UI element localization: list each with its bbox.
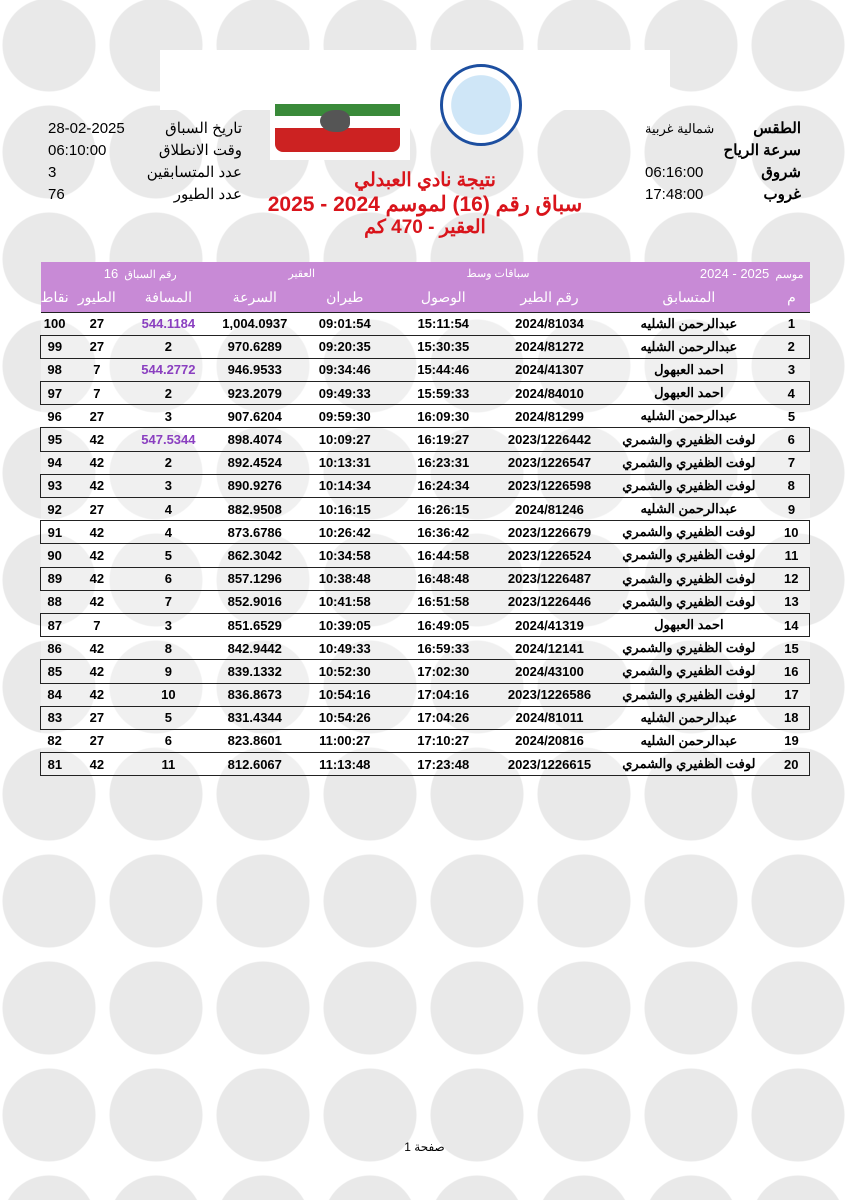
- kuwait-pigeon-club-logo: [275, 72, 400, 152]
- season-label: موسم: [775, 268, 804, 281]
- cell-points: 90: [41, 544, 69, 567]
- table-row: [41, 335, 810, 358]
- cell-birds: 42: [69, 544, 125, 567]
- cell-flight-time: 10:13:31: [298, 451, 392, 474]
- cell-distance: 11: [125, 753, 212, 776]
- cell-arrival: 16:51:58: [392, 590, 495, 613]
- table-row: [41, 451, 810, 474]
- cell-points: 82: [41, 729, 69, 752]
- table-row: [41, 706, 810, 729]
- table-row: [41, 521, 810, 544]
- cell-points: 92: [41, 498, 69, 521]
- race-date-label: تاريخ السباق: [165, 120, 242, 137]
- cell-ring-number: 2023/1226615: [495, 753, 604, 776]
- cell-ring-number: 2023/1226598: [495, 474, 604, 497]
- cell-distance: 547.5344: [125, 428, 212, 451]
- weather-info: [645, 118, 801, 206]
- cell-points: 91: [41, 521, 69, 544]
- cell-flight-time: 10:41:58: [298, 590, 392, 613]
- cell-rank: 5: [774, 405, 810, 428]
- cell-ring-number: 2024/20816: [495, 729, 604, 752]
- cell-arrival: 15:44:46: [392, 358, 495, 381]
- birds: 76: [48, 186, 65, 203]
- title-club: نتيجة نادي العبدلي: [354, 170, 496, 191]
- cell-fancier: لوفت الظفيري والشمري: [604, 590, 773, 613]
- cell-speed: 862.3042: [212, 544, 298, 567]
- cell-rank: 6: [774, 428, 810, 451]
- federation-logo: [440, 64, 522, 146]
- cell-birds: 42: [69, 683, 125, 706]
- sunrise-label: شروق: [761, 164, 801, 181]
- cell-birds: 27: [69, 706, 125, 729]
- cell-distance: 2: [125, 382, 212, 405]
- cell-points: 97: [41, 382, 69, 405]
- cell-fancier: لوفت الظفيري والشمري: [604, 567, 773, 590]
- sunrise: 06:16:00: [645, 164, 704, 181]
- results-table: [40, 262, 810, 776]
- cell-birds: 27: [69, 729, 125, 752]
- cell-flight-time: 10:52:30: [298, 660, 392, 683]
- cell-fancier: عبدالرحمن الشليه: [604, 312, 773, 335]
- cell-arrival: 16:59:33: [392, 637, 495, 660]
- title-location: العقير - 470 كم: [364, 217, 486, 238]
- cell-rank: 15: [774, 637, 810, 660]
- cell-points: 96: [41, 405, 69, 428]
- table-row: [41, 405, 810, 428]
- table-row: [41, 753, 810, 776]
- cell-ring-number: 2024/41319: [495, 613, 604, 636]
- weather: شمالية غربية: [645, 121, 715, 136]
- cell-points: 95: [41, 428, 69, 451]
- race-info: [48, 118, 242, 206]
- table-row: [41, 544, 810, 567]
- cell-speed: 873.6786: [212, 521, 298, 544]
- cell-rank: 13: [774, 590, 810, 613]
- cell-fancier: عبدالرحمن الشليه: [604, 706, 773, 729]
- cell-flight-time: 10:49:33: [298, 637, 392, 660]
- cell-points: 93: [41, 474, 69, 497]
- wind-label: سرعة الرياح: [723, 142, 801, 159]
- table-row: [41, 683, 810, 706]
- cell-flight-time: 11:00:27: [298, 729, 392, 752]
- cell-distance: 2: [125, 335, 212, 358]
- cell-points: 84: [41, 683, 69, 706]
- cell-arrival: 16:48:48: [392, 567, 495, 590]
- cell-birds: 42: [69, 660, 125, 683]
- cell-rank: 19: [774, 729, 810, 752]
- cell-points: 87: [41, 613, 69, 636]
- season: 2025 - 2024: [699, 265, 770, 281]
- cell-ring-number: 2024/81299: [495, 405, 604, 428]
- table-row: [41, 590, 810, 613]
- col-fancier: المتسابق: [604, 284, 773, 312]
- race-date: 28-02-2025: [48, 120, 125, 137]
- cell-arrival: 16:36:42: [392, 521, 495, 544]
- cell-distance: 544.1184: [125, 312, 212, 335]
- cell-points: 98: [41, 358, 69, 381]
- col-arrival: الوصول: [392, 284, 495, 312]
- cell-birds: 42: [69, 637, 125, 660]
- cell-points: 94: [41, 451, 69, 474]
- cell-fancier: عبدالرحمن الشليه: [604, 405, 773, 428]
- table-row: [41, 358, 810, 381]
- cell-rank: 12: [774, 567, 810, 590]
- cell-fancier: احمد العبهول: [604, 382, 773, 405]
- cell-arrival: 15:59:33: [392, 382, 495, 405]
- cell-rank: 8: [774, 474, 810, 497]
- cell-points: 86: [41, 637, 69, 660]
- cell-birds: 42: [69, 567, 125, 590]
- cell-speed: 839.1332: [212, 660, 298, 683]
- cell-distance: 2: [125, 451, 212, 474]
- cell-distance: 3: [125, 405, 212, 428]
- cell-birds: 42: [69, 521, 125, 544]
- cell-arrival: 17:04:26: [392, 706, 495, 729]
- cell-birds: 42: [69, 428, 125, 451]
- pigeon-icon: [320, 110, 350, 132]
- cell-birds: 7: [69, 382, 125, 405]
- cell-flight-time: 10:34:58: [298, 544, 392, 567]
- cell-arrival: 15:30:35: [392, 335, 495, 358]
- start-time-label: وقت الانطلاق: [158, 142, 242, 159]
- cell-fancier: لوفت الظفيري والشمري: [604, 521, 773, 544]
- cell-speed: 892.4524: [212, 451, 298, 474]
- table-row: [41, 660, 810, 683]
- cell-flight-time: 11:13:48: [298, 753, 392, 776]
- cell-fancier: لوفت الظفيري والشمري: [604, 683, 773, 706]
- table-row: [41, 729, 810, 752]
- cell-points: 99: [41, 335, 69, 358]
- cell-fancier: لوفت الظفيري والشمري: [604, 428, 773, 451]
- table-row: [41, 382, 810, 405]
- report-title: [250, 170, 600, 239]
- cell-distance: 8: [125, 637, 212, 660]
- col-ring-number: رقم الطير: [495, 284, 604, 312]
- sunset-label: غروب: [763, 186, 801, 203]
- cell-rank: 11: [774, 544, 810, 567]
- cell-points: 85: [41, 660, 69, 683]
- cell-ring-number: 2024/43100: [495, 660, 604, 683]
- cell-flight-time: 10:54:26: [298, 706, 392, 729]
- cell-ring-number: 2023/1226524: [495, 544, 604, 567]
- cell-speed: 946.9533: [212, 358, 298, 381]
- cell-ring-number: 2023/1226442: [495, 428, 604, 451]
- birds-label: عدد الطيور: [173, 186, 242, 203]
- cell-arrival: 16:23:31: [392, 451, 495, 474]
- cell-fancier: لوفت الظفيري والشمري: [604, 753, 773, 776]
- cell-distance: 3: [125, 474, 212, 497]
- cell-rank: 4: [774, 382, 810, 405]
- cell-points: 88: [41, 590, 69, 613]
- cell-birds: 27: [69, 335, 125, 358]
- cell-rank: 7: [774, 451, 810, 474]
- cell-distance: 5: [125, 544, 212, 567]
- cell-fancier: عبدالرحمن الشليه: [604, 498, 773, 521]
- cell-arrival: 16:26:15: [392, 498, 495, 521]
- cell-points: 100: [41, 312, 69, 335]
- cell-ring-number: 2024/81246: [495, 498, 604, 521]
- cell-ring-number: 2023/1226586: [495, 683, 604, 706]
- cell-arrival: 16:19:27: [392, 428, 495, 451]
- col-rank: م: [774, 284, 810, 312]
- cell-ring-number: 2024/81011: [495, 706, 604, 729]
- cell-birds: 7: [69, 613, 125, 636]
- cell-fancier: عبدالرحمن الشليه: [604, 335, 773, 358]
- cell-distance: 7: [125, 590, 212, 613]
- cell-birds: 42: [69, 451, 125, 474]
- cell-speed: 851.6529: [212, 613, 298, 636]
- cell-fancier: لوفت الظفيري والشمري: [604, 474, 773, 497]
- cell-speed: 970.6289: [212, 335, 298, 358]
- cell-ring-number: 2024/84010: [495, 382, 604, 405]
- cell-flight-time: 09:34:46: [298, 358, 392, 381]
- location: العقير: [212, 262, 392, 284]
- cell-speed: 882.9508: [212, 498, 298, 521]
- col-flight-time: طيران: [298, 284, 392, 312]
- cell-rank: 9: [774, 498, 810, 521]
- cell-ring-number: 2024/41307: [495, 358, 604, 381]
- cell-flight-time: 10:09:27: [298, 428, 392, 451]
- cell-rank: 17: [774, 683, 810, 706]
- season-band: [41, 262, 810, 284]
- participants: 3: [48, 164, 57, 181]
- cell-rank: 20: [774, 753, 810, 776]
- cell-speed: 823.8601: [212, 729, 298, 752]
- start-time: 06:10:00: [48, 142, 107, 159]
- cell-points: 89: [41, 567, 69, 590]
- cell-ring-number: 2023/1226487: [495, 567, 604, 590]
- cell-birds: 42: [69, 590, 125, 613]
- cell-birds: 7: [69, 358, 125, 381]
- cell-flight-time: 10:26:42: [298, 521, 392, 544]
- weather-label: الطقس: [753, 120, 801, 137]
- cell-speed: 842.9442: [212, 637, 298, 660]
- cell-arrival: 16:24:34: [392, 474, 495, 497]
- cell-rank: 18: [774, 706, 810, 729]
- cell-distance: 4: [125, 521, 212, 544]
- cell-rank: 14: [774, 613, 810, 636]
- cell-ring-number: 2023/1226679: [495, 521, 604, 544]
- cell-speed: 890.9276: [212, 474, 298, 497]
- cell-fancier: احمد العبهول: [604, 613, 773, 636]
- cell-speed: 831.4344: [212, 706, 298, 729]
- cell-flight-time: 10:16:15: [298, 498, 392, 521]
- category: سباقات وسط: [392, 262, 605, 284]
- cell-speed: 852.9016: [212, 590, 298, 613]
- cell-ring-number: 2023/1226547: [495, 451, 604, 474]
- cell-flight-time: 10:14:34: [298, 474, 392, 497]
- table-row: [41, 498, 810, 521]
- cell-birds: 42: [69, 474, 125, 497]
- cell-distance: 9: [125, 660, 212, 683]
- cell-fancier: احمد العبهول: [604, 358, 773, 381]
- cell-ring-number: 2024/81034: [495, 312, 604, 335]
- cell-flight-time: 09:49:33: [298, 382, 392, 405]
- sunset: 17:48:00: [645, 186, 704, 203]
- column-headers: [41, 284, 810, 312]
- col-speed: السرعة: [212, 284, 298, 312]
- cell-arrival: 15:11:54: [392, 312, 495, 335]
- table-row: [41, 613, 810, 636]
- cell-ring-number: 2024/12141: [495, 637, 604, 660]
- cell-flight-time: 09:01:54: [298, 312, 392, 335]
- cell-arrival: 17:23:48: [392, 753, 495, 776]
- cell-distance: 6: [125, 567, 212, 590]
- cell-arrival: 17:04:16: [392, 683, 495, 706]
- cell-fancier: عبدالرحمن الشليه: [604, 729, 773, 752]
- cell-rank: 10: [774, 521, 810, 544]
- cell-distance: 5: [125, 706, 212, 729]
- col-birds: الطيور: [69, 284, 125, 312]
- cell-distance: 3: [125, 613, 212, 636]
- logo-band: [160, 50, 670, 110]
- cell-birds: 27: [69, 312, 125, 335]
- cell-speed: 836.8673: [212, 683, 298, 706]
- cell-speed: 812.6067: [212, 753, 298, 776]
- cell-speed: 907.6204: [212, 405, 298, 428]
- race-no-label: رقم السباق: [124, 268, 177, 281]
- cell-flight-time: 09:59:30: [298, 405, 392, 428]
- cell-fancier: لوفت الظفيري والشمري: [604, 544, 773, 567]
- col-points: نقاط: [41, 284, 69, 312]
- cell-distance: 544.2772: [125, 358, 212, 381]
- cell-ring-number: 2023/1226446: [495, 590, 604, 613]
- cell-speed: 923.2079: [212, 382, 298, 405]
- title-race: سباق رقم (16) لموسم 2024 - 2025: [267, 193, 583, 216]
- cell-arrival: 16:44:58: [392, 544, 495, 567]
- cell-points: 81: [41, 753, 69, 776]
- cell-flight-time: 10:39:05: [298, 613, 392, 636]
- table-row: [41, 637, 810, 660]
- table-row: [41, 428, 810, 451]
- table-row: [41, 312, 810, 335]
- cell-fancier: لوفت الظفيري والشمري: [604, 637, 773, 660]
- cell-rank: 2: [774, 335, 810, 358]
- participants-label: عدد المتسابقين: [146, 164, 242, 181]
- cell-flight-time: 10:38:48: [298, 567, 392, 590]
- page-number: صفحة 1: [404, 1140, 445, 1154]
- cell-flight-time: 09:20:35: [298, 335, 392, 358]
- cell-distance: 10: [125, 683, 212, 706]
- cell-arrival: 16:09:30: [392, 405, 495, 428]
- cell-fancier: لوفت الظفيري والشمري: [604, 660, 773, 683]
- table-row: [41, 567, 810, 590]
- cell-distance: 6: [125, 729, 212, 752]
- cell-arrival: 17:10:27: [392, 729, 495, 752]
- cell-rank: 16: [774, 660, 810, 683]
- col-distance: المسافة: [125, 284, 212, 312]
- cell-distance: 4: [125, 498, 212, 521]
- race-no: 16: [103, 265, 119, 281]
- cell-birds: 27: [69, 498, 125, 521]
- cell-birds: 27: [69, 405, 125, 428]
- cell-birds: 42: [69, 753, 125, 776]
- cell-speed: 857.1296: [212, 567, 298, 590]
- cell-ring-number: 2024/81272: [495, 335, 604, 358]
- cell-arrival: 17:02:30: [392, 660, 495, 683]
- table-row: [41, 474, 810, 497]
- cell-points: 83: [41, 706, 69, 729]
- cell-speed: 898.4074: [212, 428, 298, 451]
- cell-fancier: لوفت الظفيري والشمري: [604, 451, 773, 474]
- cell-arrival: 16:49:05: [392, 613, 495, 636]
- cell-rank: 3: [774, 358, 810, 381]
- cell-rank: 1: [774, 312, 810, 335]
- cell-speed: 1,004.0937: [212, 312, 298, 335]
- cell-flight-time: 10:54:16: [298, 683, 392, 706]
